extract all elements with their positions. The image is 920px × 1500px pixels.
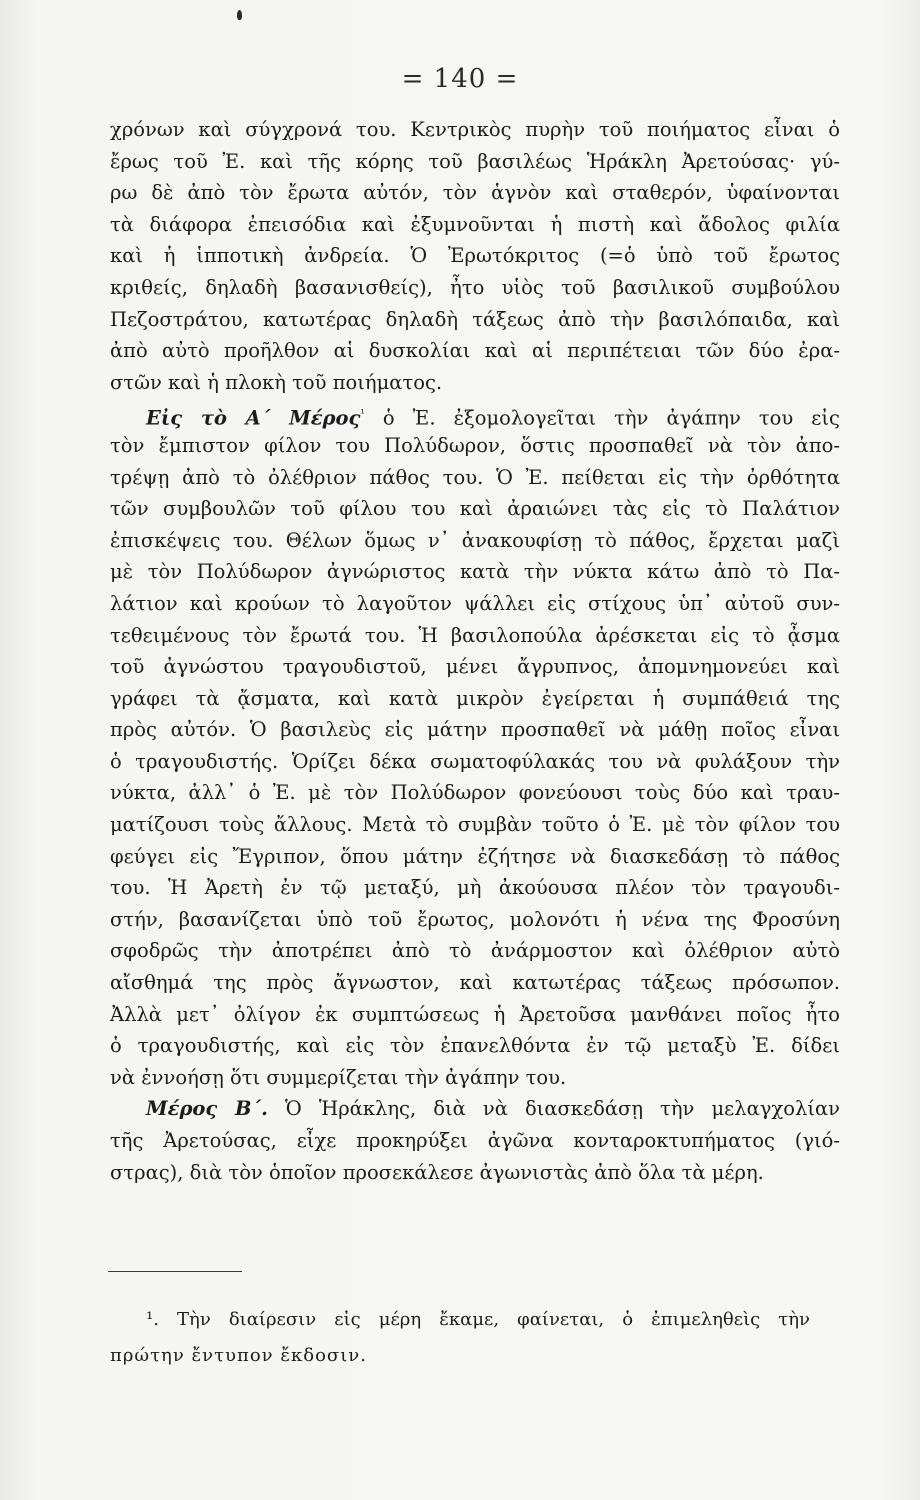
text-span: Ὁ Ἡράκλης, διὰ νὰ διασκεδάσῃ τὴν μελαγχολίαν: [267, 1097, 840, 1121]
text-line: χρόνων καὶ σύγχρονά του. Κεντρικὸς πυρὴν τοῦ ποιήματος εἶναι ὁ: [110, 118, 840, 141]
text-line: μὲ τὸν Πολύδωρον ἀγνώριστος κατὰ τὴν νύκτα κάτω ἀπὸ τὸ Πα-: [110, 560, 840, 584]
text-line: ἐπισκέψεις του. Θέλων ὅμως ν᾿ ἀνακουφίσῃ τὸ πάθος, ἔρχεται μαζὶ: [110, 528, 840, 552]
text-span: ὁ Ἐ. ἐξομολογεῖται τὴν ἀγάπην του εἰς: [364, 406, 840, 430]
footnote-divider: [108, 1271, 242, 1272]
text-line: ὁ τραγουδιστής. Ὁρίζει δέκα σωματοφύλακάς του νὰ φυλάξουν τὴν: [110, 749, 840, 773]
footnote-text: Τὴν διαίρεσιν εἰς μέρη ἔκαμε, φαίνεται, ὁ ἐπιμεληθεὶς τὴν: [158, 1309, 810, 1330]
text-line: νύκτα, ἀλλ᾿ ὁ Ἐ. μὲ τὸν Πολύδωρον φονεύουσι τοὺς δύο καὶ τραυ-: [110, 781, 840, 805]
text-line: τοῦ ἀγνώστου τραγουδιστοῦ, μένει ἄγρυπνος, ἀπομνημονεύει καὶ: [110, 655, 840, 679]
text-line: ἔρως τοῦ Ἐ. καὶ τῆς κόρης τοῦ βασιλέως Ἡράκλη Ἀρετούσας· γύ-: [110, 149, 840, 173]
text-line: Πεζοστράτου, κατωτέρας δηλαδὴ τάξεως ἀπὸ τὴν βασιλόπαιδα, καὶ: [110, 307, 840, 331]
ink-speck: [237, 10, 242, 20]
paragraph-intro: [110, 114, 840, 398]
text-line: [110, 1093, 840, 1125]
text-line: ὁ τραγουδιστής, καὶ εἰς τὸν ἐπανελθόντα ἐν τῷ μεταξὺ Ἐ. δίδει: [110, 1034, 840, 1058]
text-line: λάτιον καὶ κρούων τὸ λαγοῦτον ψάλλει εἰς στίχους ὑπ᾿ αὐτοῦ συν-: [110, 591, 840, 615]
text-line: τὰ διάφορα ἐπεισόδια καὶ ἐξυμνοῦνται ἡ πιστὴ καὶ ἄδολος φιλία: [110, 212, 840, 236]
text-line: τὸν ἔμπιστον φίλον του Πολύδωρον, ὅστις προσπαθεῖ νὰ τὸν ἀπο-: [110, 433, 840, 457]
text-line: πρὸς αὐτόν. Ὁ βασιλεὺς εἰς μάτην προσπαθεῖ νὰ μάθῃ ποῖος εἶναι: [110, 718, 840, 742]
text-line: γράφει τὰ ᾄσματα, καὶ κατὰ μικρὸν ἐγείρεται ἡ συμπάθειά της: [110, 686, 840, 710]
text-line: τῶν συμβουλῶν τοῦ φίλου του καὶ ἀραιώνει τὰς εἰς τὸ Παλάτιον: [110, 497, 840, 521]
text-line: κριθείς, δηλαδὴ βασανισθείς), ἦτο υἱὸς τοῦ βασιλικοῦ συμβούλου: [110, 275, 840, 299]
section-heading-part-b: Μέρος Β΄.: [146, 1097, 268, 1121]
text-line: του. Ἡ Ἀρετὴ ἐν τῷ μεταξύ, μὴ ἀκούουσα πλέον τὸν τραγουδι-: [110, 876, 840, 900]
footnote-line: [110, 1302, 810, 1338]
paragraph-part-a: [110, 398, 840, 1093]
text-line: τεθειμένους τὸν ἔρωτά του. Ἡ βασιλοπούλα ἀρέσκεται εἰς τὸ ᾆσμα: [110, 623, 840, 647]
text-line: σφοδρῶς τὴν ἀποτρέπει ἀπὸ τὸ ἀνάρμοστον καὶ ὀλέθριον αὐτὸ: [110, 939, 840, 963]
text-line: ρω δὲ ἀπὸ τὸν ἔρωτα αὐτόν, τὸν ἁγνὸν καὶ σταθερόν, ὑφαίνονται: [110, 181, 840, 205]
footnote-marker: ¹.: [146, 1309, 159, 1330]
text-line: Ἀλλὰ μετ᾿ ὀλίγον ἐκ συμπτώσεως ἡ Ἀρετοῦσα μανθάνει ποῖος ἦτο: [110, 1002, 840, 1026]
paragraph-part-b: [110, 1093, 840, 1188]
text-line: αἴσθημά της πρὸς ἄγνωστον, καὶ κατωτέρας τάξεως πρόσωπον.: [110, 971, 840, 995]
text-line: [110, 398, 840, 430]
footnote: [110, 1302, 810, 1374]
text-line: στρας), διὰ τὸν ὁποῖον προσεκάλεσε ἀγωνιστὰς ἀπὸ ὅλα τὰ μέρη.: [110, 1160, 764, 1184]
text-line: νὰ ἐννοήσῃ ὅτι συμμερίζεται τὴν ἀγάπην του.: [110, 1065, 567, 1089]
text-line: φεύγει εἰς Ἔγριπον, ὅπου μάτην ἐζήτησε νὰ διασκεδάσῃ τὸ πάθος: [110, 844, 840, 868]
body-text: [110, 114, 840, 1188]
text-line: τῆς Ἀρετούσας, εἶχε προκηρύξει ἀγῶνα κονταροκτυπήματος (γιό-: [110, 1129, 840, 1152]
footnote-reference: ¹: [360, 407, 365, 421]
section-heading-part-a: Εἰς τὸ Α΄ Μέρος: [146, 406, 361, 430]
text-line: καὶ ἡ ἱπποτικὴ ἀνδρεία. Ὁ Ἐρωτόκριτος (=ὁ ὑπὸ τοῦ ἔρωτος: [110, 244, 840, 268]
text-line: τρέψῃ ἀπὸ τὸ ὀλέθριον πάθος του. Ὁ Ἐ. πείθεται εἰς τὴν ὀρθότητα: [110, 465, 840, 489]
page-number: = 140 =: [401, 64, 519, 94]
footnote-line: πρώτην ἔντυπον ἔκδοσιν.: [110, 1345, 367, 1366]
text-line: ἀπὸ αὐτὸ προῆλθον αἱ δυσκολίαι καὶ αἱ περιπέτειαι τῶν δύο ἐρα-: [110, 339, 840, 363]
text-line: ματίζουσι τοὺς ἄλλους. Μετὰ τὸ συμβὰν τοῦτο ὁ Ἐ. μὲ τὸν φίλον του: [110, 813, 840, 837]
text-line: στῶν καὶ ἡ πλοκὴ τοῦ ποιήματος.: [110, 370, 443, 394]
text-line: στήν, βασανίζεται ὑπὸ τοῦ ἔρωτος, μολονότι ἡ νένα της Φροσύνη: [110, 907, 840, 931]
